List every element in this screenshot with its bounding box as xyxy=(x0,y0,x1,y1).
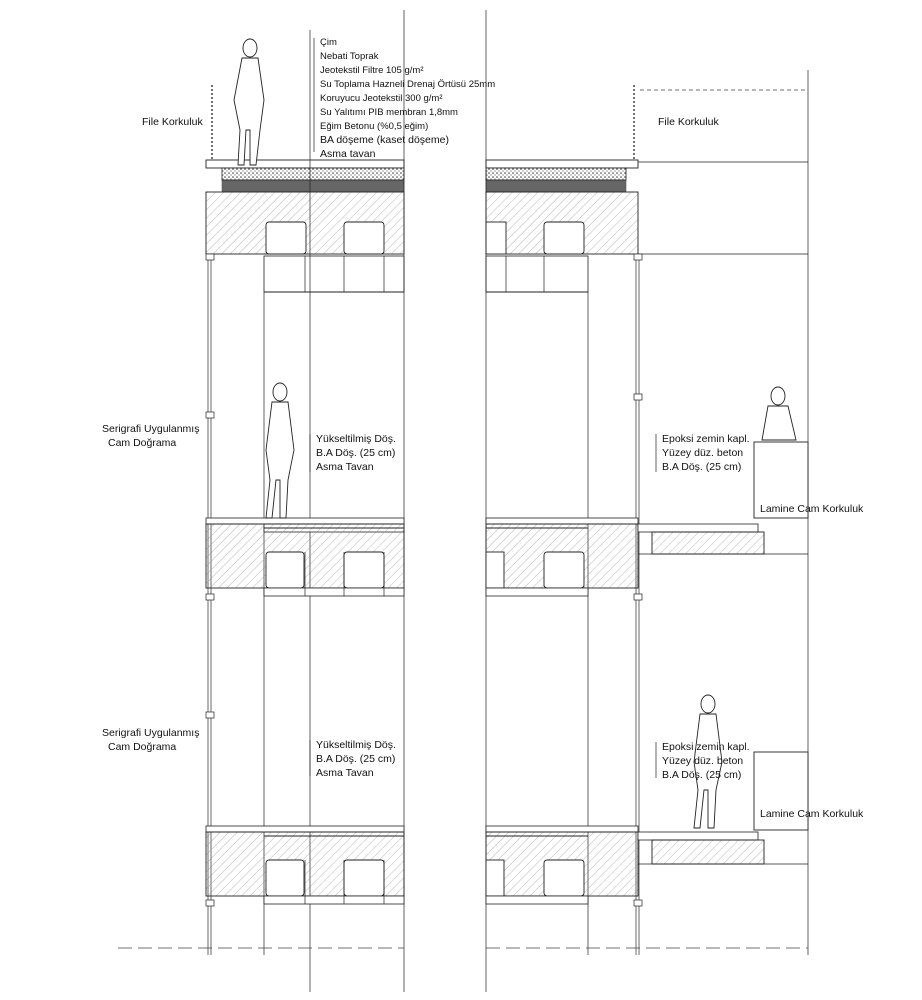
roof-coffer xyxy=(266,222,306,254)
balcony-label: Epoksi zemin kapl. xyxy=(662,433,750,445)
roof-layer-label: Jeotekstil Filtre 105 g/m² xyxy=(320,65,424,76)
roof-layer-label: BA döşeme (kaset döşeme) xyxy=(320,134,449,146)
roof-layer-label: Eğim Betonu (%0,5 eğim) xyxy=(320,121,429,132)
roof-soil-right xyxy=(486,168,626,180)
floor-1-labels xyxy=(102,423,864,515)
person-figure-roof xyxy=(234,39,264,165)
guard-label: Lamine Cam Korkuluk xyxy=(760,503,864,515)
slab-label: Yükseltilmiş Döş. xyxy=(316,739,396,751)
slab-label: B.A Döş. (25 cm) xyxy=(316,447,396,459)
guard-label: Lamine Cam Korkuluk xyxy=(760,808,864,820)
roof-layer-label: Nebati Toprak xyxy=(320,51,379,62)
balcony-label: Yüzey düz. beton xyxy=(662,755,744,767)
person-figure-balcony-1 xyxy=(762,387,796,440)
suspended-ceiling-right xyxy=(486,256,588,292)
balcony-label: Epoksi zemin kapl. xyxy=(662,741,750,753)
roof-layer-label: Su Yalıtımı PIB membran 1,8mm xyxy=(320,107,458,118)
roof-coffer xyxy=(544,222,584,254)
roof-coffer xyxy=(344,222,384,254)
facade-label: Serigrafi Uygulanmış xyxy=(102,423,200,435)
railing-label-left: File Korkuluk xyxy=(142,116,203,128)
roof-drainage-left xyxy=(222,180,404,192)
slab-label: Yükseltilmiş Döş. xyxy=(316,433,396,445)
person-figure-floor-1 xyxy=(266,383,294,518)
roof-layer-label: Çim xyxy=(320,37,337,48)
balcony-label: Yüzey düz. beton xyxy=(662,447,744,459)
facade-label: Cam Doğrama xyxy=(108,437,177,449)
balcony-label: B.A Döş. (25 cm) xyxy=(662,461,742,473)
roof-layer-labels xyxy=(314,37,495,160)
facade-label: Serigrafi Uygulanmış xyxy=(102,727,200,739)
roof-layer-label: Asma tavan xyxy=(320,148,376,160)
roof-soil-left xyxy=(222,168,404,180)
roof-layer-label: Su Toplama Hazneli Drenaj Örtüsü 25mm xyxy=(320,79,496,90)
floor-2-labels xyxy=(102,727,864,820)
slab-label: Asma Tavan xyxy=(316,767,374,779)
roof-drainage-right xyxy=(486,180,626,192)
slab-label: B.A Döş. (25 cm) xyxy=(316,753,396,765)
balcony-label: B.A Döş. (25 cm) xyxy=(662,769,742,781)
railing-label-right: File Korkuluk xyxy=(658,116,719,128)
facade-label: Cam Doğrama xyxy=(108,741,177,753)
roof-parapet-left xyxy=(206,160,404,168)
slab-label: Asma Tavan xyxy=(316,461,374,473)
suspended-ceiling-left xyxy=(264,256,404,292)
roof-layer-label: Koruyucu Jeotekstil 300 g/m² xyxy=(320,93,443,104)
roof-coffer xyxy=(486,222,506,254)
roof-parapet-right xyxy=(486,160,638,168)
